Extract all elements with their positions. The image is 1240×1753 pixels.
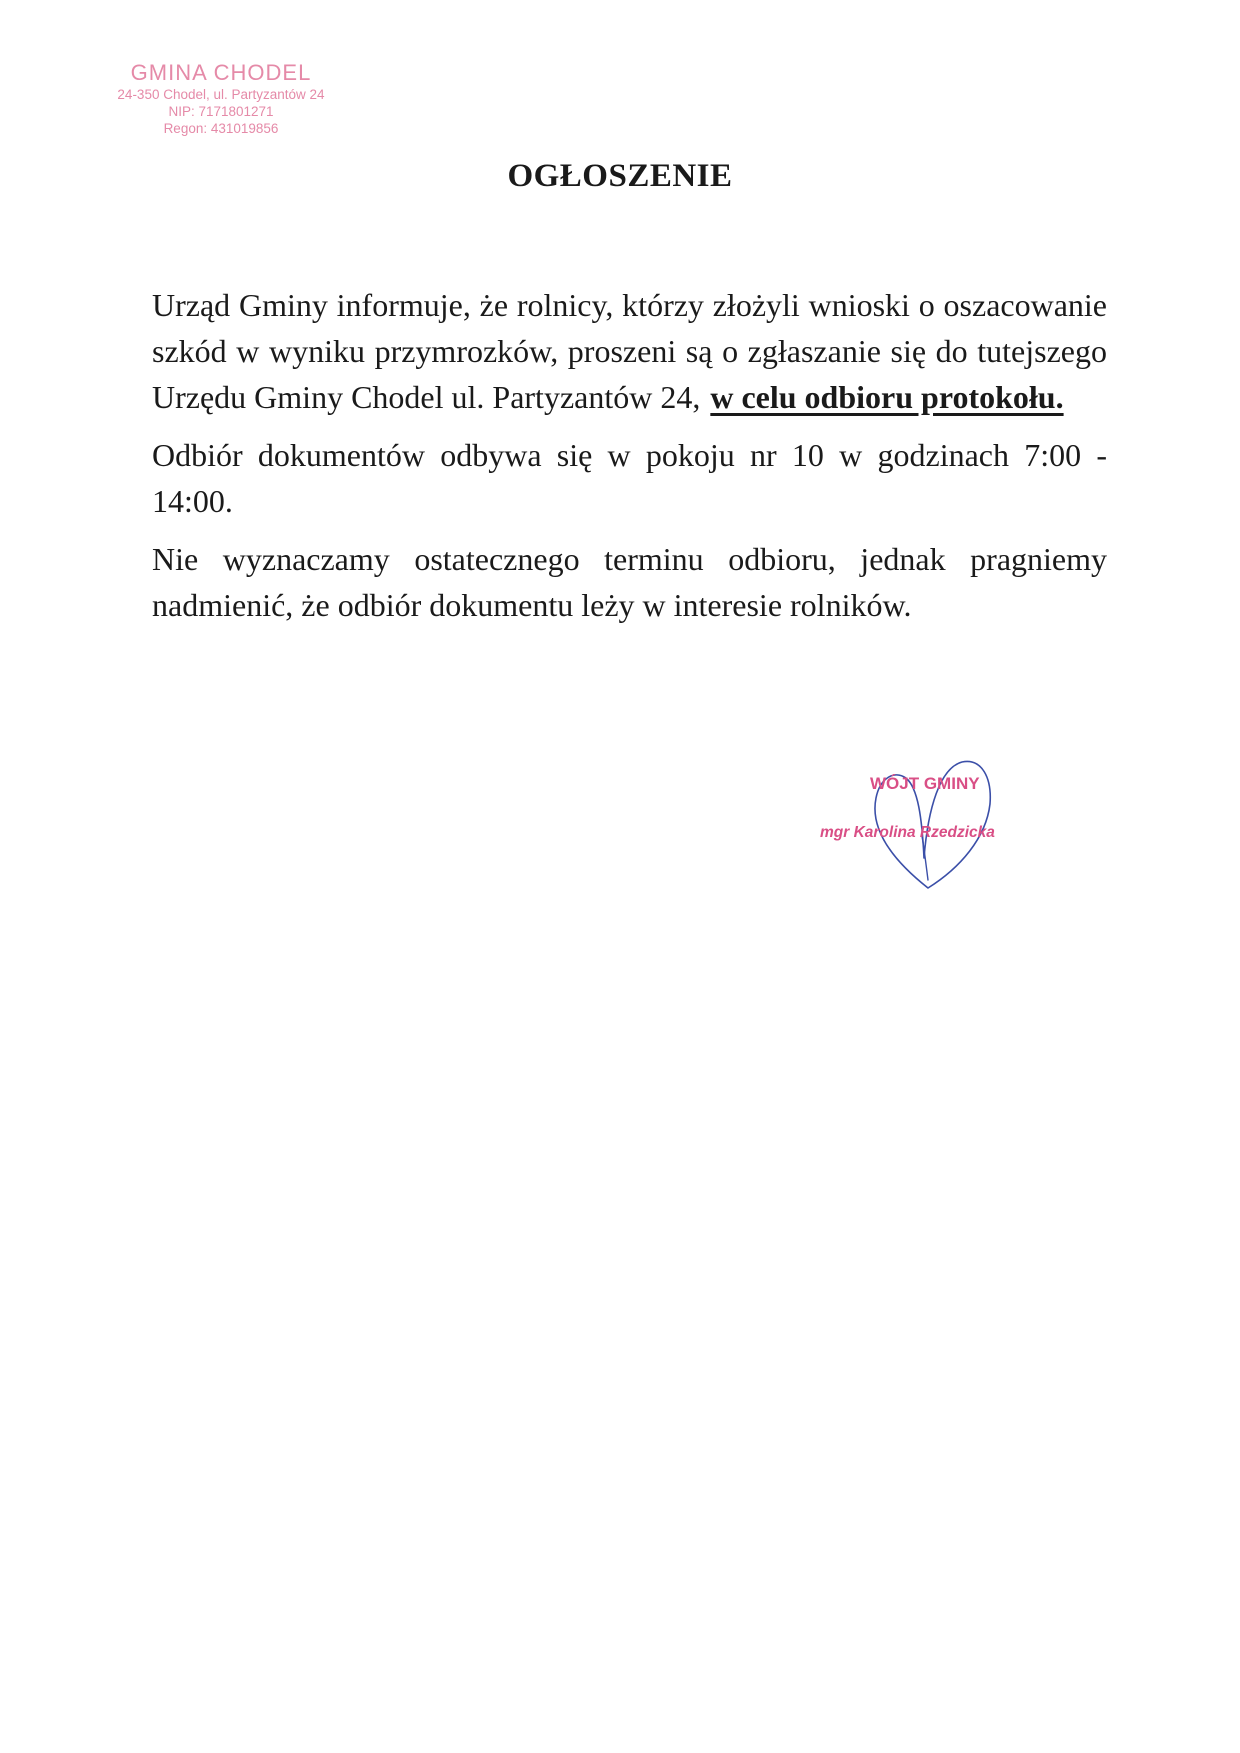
stamp-nip: NIP: 7171801271: [168, 104, 274, 119]
signature-stamp-title: WÓJT GMINY: [870, 774, 980, 793]
paragraph-1-emphasis: w celu odbioru protokołu.: [710, 379, 1064, 415]
paragraph-1-text: Urząd Gminy informuje, że rolnicy, którzy złożyli wnioski o oszacowanie szkód w wyniku przymrozków, proszeni są o zgłaszanie się do tutejszego Urzędu Gminy Chodel ul. Partyzantów 24,: [152, 287, 1107, 415]
document-title: OGŁOSZENIE: [507, 158, 733, 194]
announcement-body: [152, 282, 1107, 628]
stamp-address: 24-350 Chodel, ul. Partyzantów 24: [117, 87, 325, 102]
signature-stamp-name: mgr Karolina Rzedzicka: [820, 824, 995, 841]
paragraph-1: [152, 282, 1107, 420]
stamp-regon: Regon: 431019856: [163, 121, 279, 136]
paragraph-3: Nie wyznaczamy ostatecznego terminu odbioru, jednak pragniemy nadmienić, że odbiór dokumentu leży w interesie rolników.: [152, 541, 1107, 623]
signature-block: [820, 748, 1060, 908]
stamp-organization-name: GMINA CHODEL: [130, 60, 312, 85]
paragraph-2: Odbiór dokumentów odbywa się w pokoju nr 10 w godzinach 7:00 - 14:00.: [152, 437, 1107, 519]
header-stamp: [86, 60, 356, 137]
